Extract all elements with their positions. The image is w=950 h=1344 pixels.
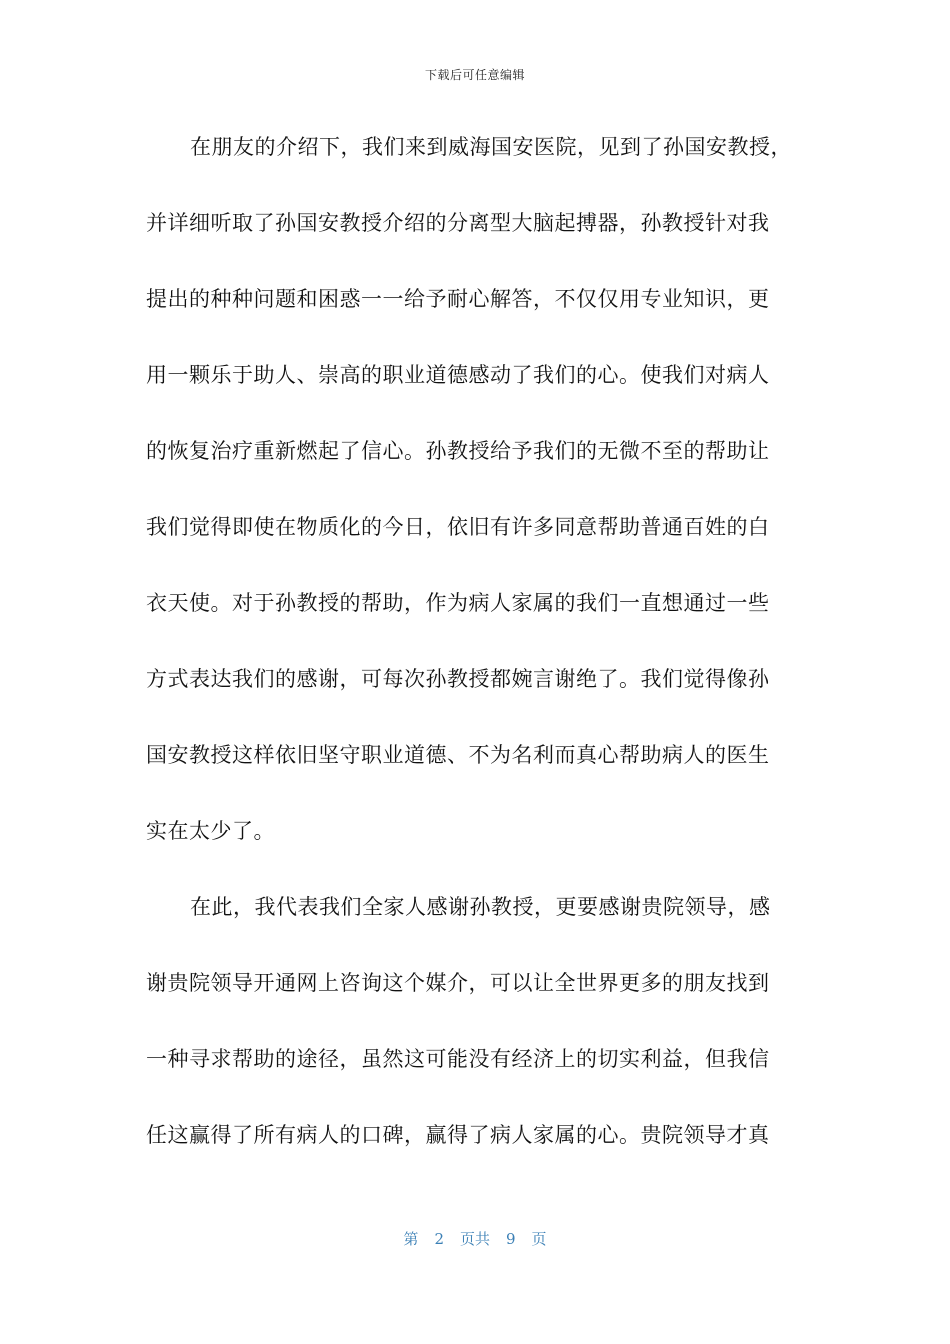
page-total-label: 页共 (459, 1230, 490, 1248)
paragraph-1-line: 国安教授这样依旧坚守职业道德、不为名利而真心帮助病人的医生 (146, 743, 770, 767)
paragraph-1-line: 用一颗乐于助人、崇高的职业道德感动了我们的心。使我们对病人 (146, 363, 770, 387)
paragraph-1-line: 衣天使。对于孙教授的帮助，作为病人家属的我们一直想通过一些 (146, 591, 770, 615)
page-header: 下载后可任意编辑 (424, 68, 525, 82)
paragraph-2-line: 一种寻求帮助的途径，虽然这可能没有经济上的切实利益，但我信 (146, 1047, 770, 1071)
paragraph-1-line: 实在太少了。 (146, 819, 275, 843)
page-current-number: 2 (434, 1230, 444, 1248)
page-suffix: 页 (531, 1230, 547, 1248)
paragraph-1-line: 并详细听取了孙国安教授介绍的分离型大脑起搏器，孙教授针对我 (146, 211, 770, 235)
paragraph-1-line: 我们觉得即使在物质化的今日，依旧有许多同意帮助普通百姓的白 (146, 515, 770, 539)
body-text (146, 124, 796, 1188)
paragraph-1-line: 提出的种种问题和困惑一一给予耐心解答，不仅仅用专业知识，更 (146, 287, 770, 311)
paragraph-2-line: 谢贵院领导开通网上咨询这个媒介，可以让全世界更多的朋友找到 (146, 971, 770, 995)
page-label: 第 (403, 1230, 419, 1248)
paragraph-2-line: 在此，我代表我们全家人感谢孙教授，更要感谢贵院领导，感 (190, 895, 771, 919)
paragraph-2-line: 任这赢得了所有病人的口碑，赢得了病人家属的心。贵院领导才真 (146, 1123, 770, 1147)
page-footer (0, 1228, 950, 1249)
paragraph-1-line: 在朋友的介绍下，我们来到威海国安医院，见到了孙国安教授， (190, 135, 792, 159)
paragraph-1-line: 的恢复治疗重新燃起了信心。孙教授给予我们的无微不至的帮助让 (146, 439, 770, 463)
page-total-number: 9 (506, 1230, 516, 1248)
paragraph-1-line: 方式表达我们的感谢，可每次孙教授都婉言谢绝了。我们觉得像孙 (146, 667, 770, 691)
